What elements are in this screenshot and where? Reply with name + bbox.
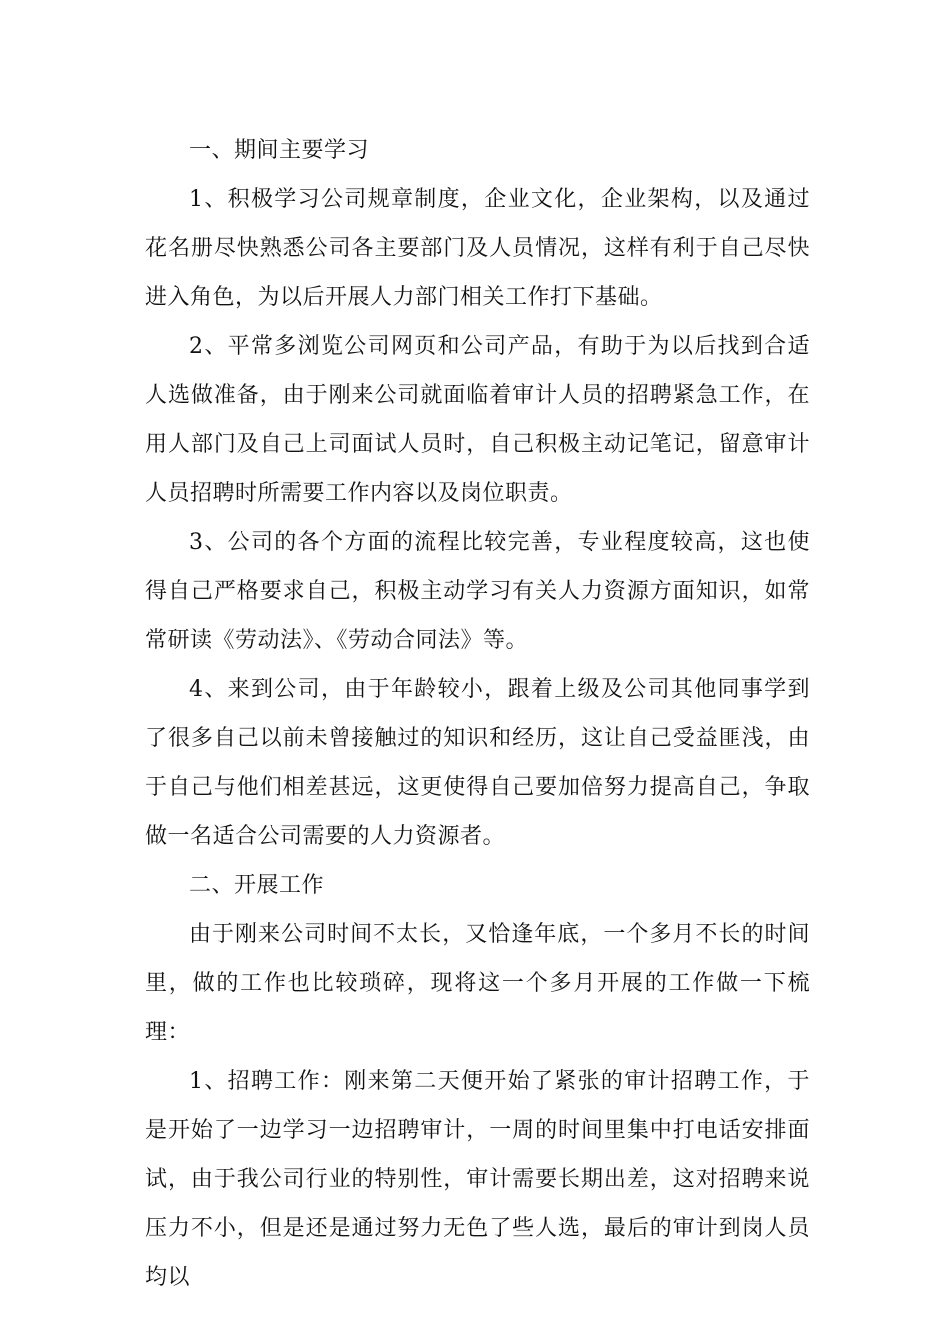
- document-body: [145, 126, 810, 1302]
- paragraph-work-1: 1、招聘工作：刚来第二天便开始了紧张的审计招聘工作，于是开始了一边学习一边招聘审计，一周的时间里集中打电话安排面试，由于我公司行业的特别性，审计需要长期出差，这对招聘来说压力不小，但是还是通过努力无色了些人选，最后的审计到岗人员均以: [145, 1069, 810, 1290]
- section-heading-study: 一、期间主要学习: [189, 138, 370, 163]
- paragraph-study-2: 2、平常多浏览公司网页和公司产品，有助于为以后找到合适人选做准备，由于刚来公司就面临着审计人员的招聘紧急工作，在用人部门及自己上司面试人员时，自己积极主动记笔记，留意审计人员招聘时所需要工作内容以及岗位职责。: [145, 334, 810, 506]
- paragraph-study-4: 4、来到公司，由于年龄较小，跟着上级及公司其他同事学到了很多自己以前未曾接触过的知识和经历，这让自己受益匪浅，由于自己与他们相差甚远，这更使得自己要加倍努力提高自己，争取做一名适合公司需要的人力资源者。: [145, 677, 810, 849]
- section-heading-work: 二、开展工作: [189, 873, 325, 898]
- paragraph-work-intro: 由于刚来公司时间不太长，又恰逢年底，一个多月不长的时间里，做的工作也比较琐碎，现将这一个多月开展的工作做一下梳理：: [145, 922, 810, 1045]
- paragraph-study-1: 1、积极学习公司规章制度，企业文化，企业架构，以及通过花名册尽快熟悉公司各主要部门及人员情况，这样有利于自己尽快进入角色，为以后开展人力部门相关工作打下基础。: [145, 187, 810, 310]
- paragraph-study-3: 3、公司的各个方面的流程比较完善，专业程度较高，这也使得自己严格要求自己，积极主动学习有关人力资源方面知识，如常常研读《劳动法》、《劳动合同法》等。: [145, 530, 810, 653]
